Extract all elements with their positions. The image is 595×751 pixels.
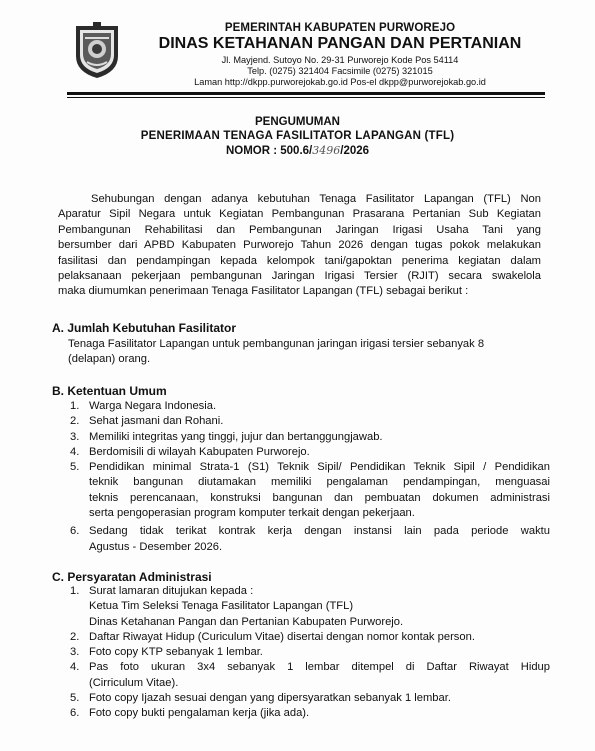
list-item: 3. Memiliki integritas yang tinggi, jujur dan bertanggungjawab. [70, 430, 383, 443]
intro-line: pelaksanaan pekerjaan pembangunan Jaringan Irigasi Tersier (RJIT) secara swakelola [58, 270, 541, 283]
list-item: 6. Sedang tidak terikat kontrak kerja dengan instansi lain pada periode waktu Agustus - Desember 2026. [70, 525, 550, 553]
section-c-heading: C. Persyaratan Administrasi [52, 570, 212, 584]
list-item: 6. Foto copy bukti pengalaman kerja (jika ada). [70, 707, 310, 720]
intro-line: Pembangunan Rehabilitasi dan Pembangunan Jaringan Irigasi Usaha Tani yang [58, 223, 541, 236]
list-item: 3. Foto copy KTP sebanyak 1 lembar. [70, 646, 263, 659]
intro-line: Aparatur Sipil Negara untuk Kegiatan Pembangunan Prasarana Pertanian Sub Kegiatan [58, 208, 541, 221]
section-c-list [70, 584, 550, 722]
letterhead-agency: DINAS KETAHANAN PANGAN DAN PERTANIAN [158, 35, 522, 52]
announcement-title: PENGUMUMAN [255, 116, 340, 128]
intro-line: bersumber dari APBD Kabupaten Purworejo Tahun 2026 dengan tugas pokok melakukan [58, 239, 541, 252]
letterhead-rule-thick [67, 92, 545, 95]
letterhead-rule-thin [67, 97, 545, 98]
list-item: 5. Foto copy Ijazah sesuai dengan yang dipersyaratkan sebanyak 1 lembar. [70, 692, 451, 705]
section-a-text: (delapan) orang. [68, 353, 151, 365]
list-item: 2. Sehat jasmani dan Rohani. [70, 415, 224, 428]
letterhead-web: Laman http://dkpp.purworejokab.go.id Pos-el dkpp@purworejokab.go.id [194, 77, 486, 87]
intro-line: maka diumumkan penerimaan Tenaga Fasilitator Lapangan (TFL) sebagai berikut : [58, 285, 469, 298]
list-item: 4. Berdomisili di wilayah Kabupaten Purworejo. [70, 445, 310, 458]
list-item: 1. Warga Negara Indonesia. [70, 400, 217, 412]
letterhead-government: PEMERINTAH KABUPATEN PURWOREJO [224, 22, 456, 34]
section-b-list [70, 399, 550, 555]
list-item: 1. Surat lamaran ditujukan kepada : Ketua Tim Seleksi Tenaga Fasilitator Lapangan (TFL) Dinas Ketahanan Pangan dan Pertanian Kabupaten Purworejo. [70, 585, 404, 628]
number-prefix: NOMOR : 500.6/ [225, 145, 313, 157]
section-a-heading: A. Jumlah Kebutuhan Fasilitator [52, 321, 237, 335]
list-item: 2. Daftar Riwayat Hidup (Curiculum Vitae) disertai dengan nomor kontak person. [70, 630, 475, 643]
section-b-heading: B. Ketentuan Umum [52, 384, 167, 398]
list-item: 5. Pendidikan minimal Strata-1 (S1) Teknik Sipil/ Pendidikan Teknik Sipil / Pendidikan teknik bangunan diutamakan memiliki pengalaman pendampingan, menguasai teknis perencanaan, konstruksi bangunan dan pembuatan dokumen administrasi serta pengoperasian program komputer terkait dengan pekerjaan. [70, 461, 550, 520]
letterhead-phone: Telp. (0275) 321404 Facsimile (0275) 321015 [247, 66, 433, 76]
list-item: 4. Pas foto ukuran 3x4 sebanyak 1 lembar ditempel di Daftar Riwayat Hidup (Cirriculum Vitae). [70, 661, 550, 689]
intro-line: Sehubungan dengan adanya kebutuhan Tenaga Fasilitator Lapangan (TFL) Non [91, 193, 541, 205]
number-suffix: /2026 [340, 145, 370, 157]
intro-paragraph [58, 192, 541, 300]
coat-of-arms-logo [72, 22, 122, 80]
section-a-text: Tenaga Fasilitator Lapangan untuk pembangunan jaringan irigasi tersier sebanyak 8 [68, 338, 485, 350]
announcement-number [0, 145, 595, 158]
handwritten-number: 3496 [312, 144, 341, 157]
letterhead-address: Jl. Mayjend. Sutoyo No. 29-31 Purworejo Kode Pos 54114 [221, 55, 459, 65]
announcement-subtitle: PENERIMAAN TENAGA FASILITATOR LAPANGAN (TFL) [140, 130, 455, 142]
intro-line: fasilitasi dan pendampingan kepada kelompok tani/gapoktan penerima kegiatan dalam [58, 254, 541, 267]
